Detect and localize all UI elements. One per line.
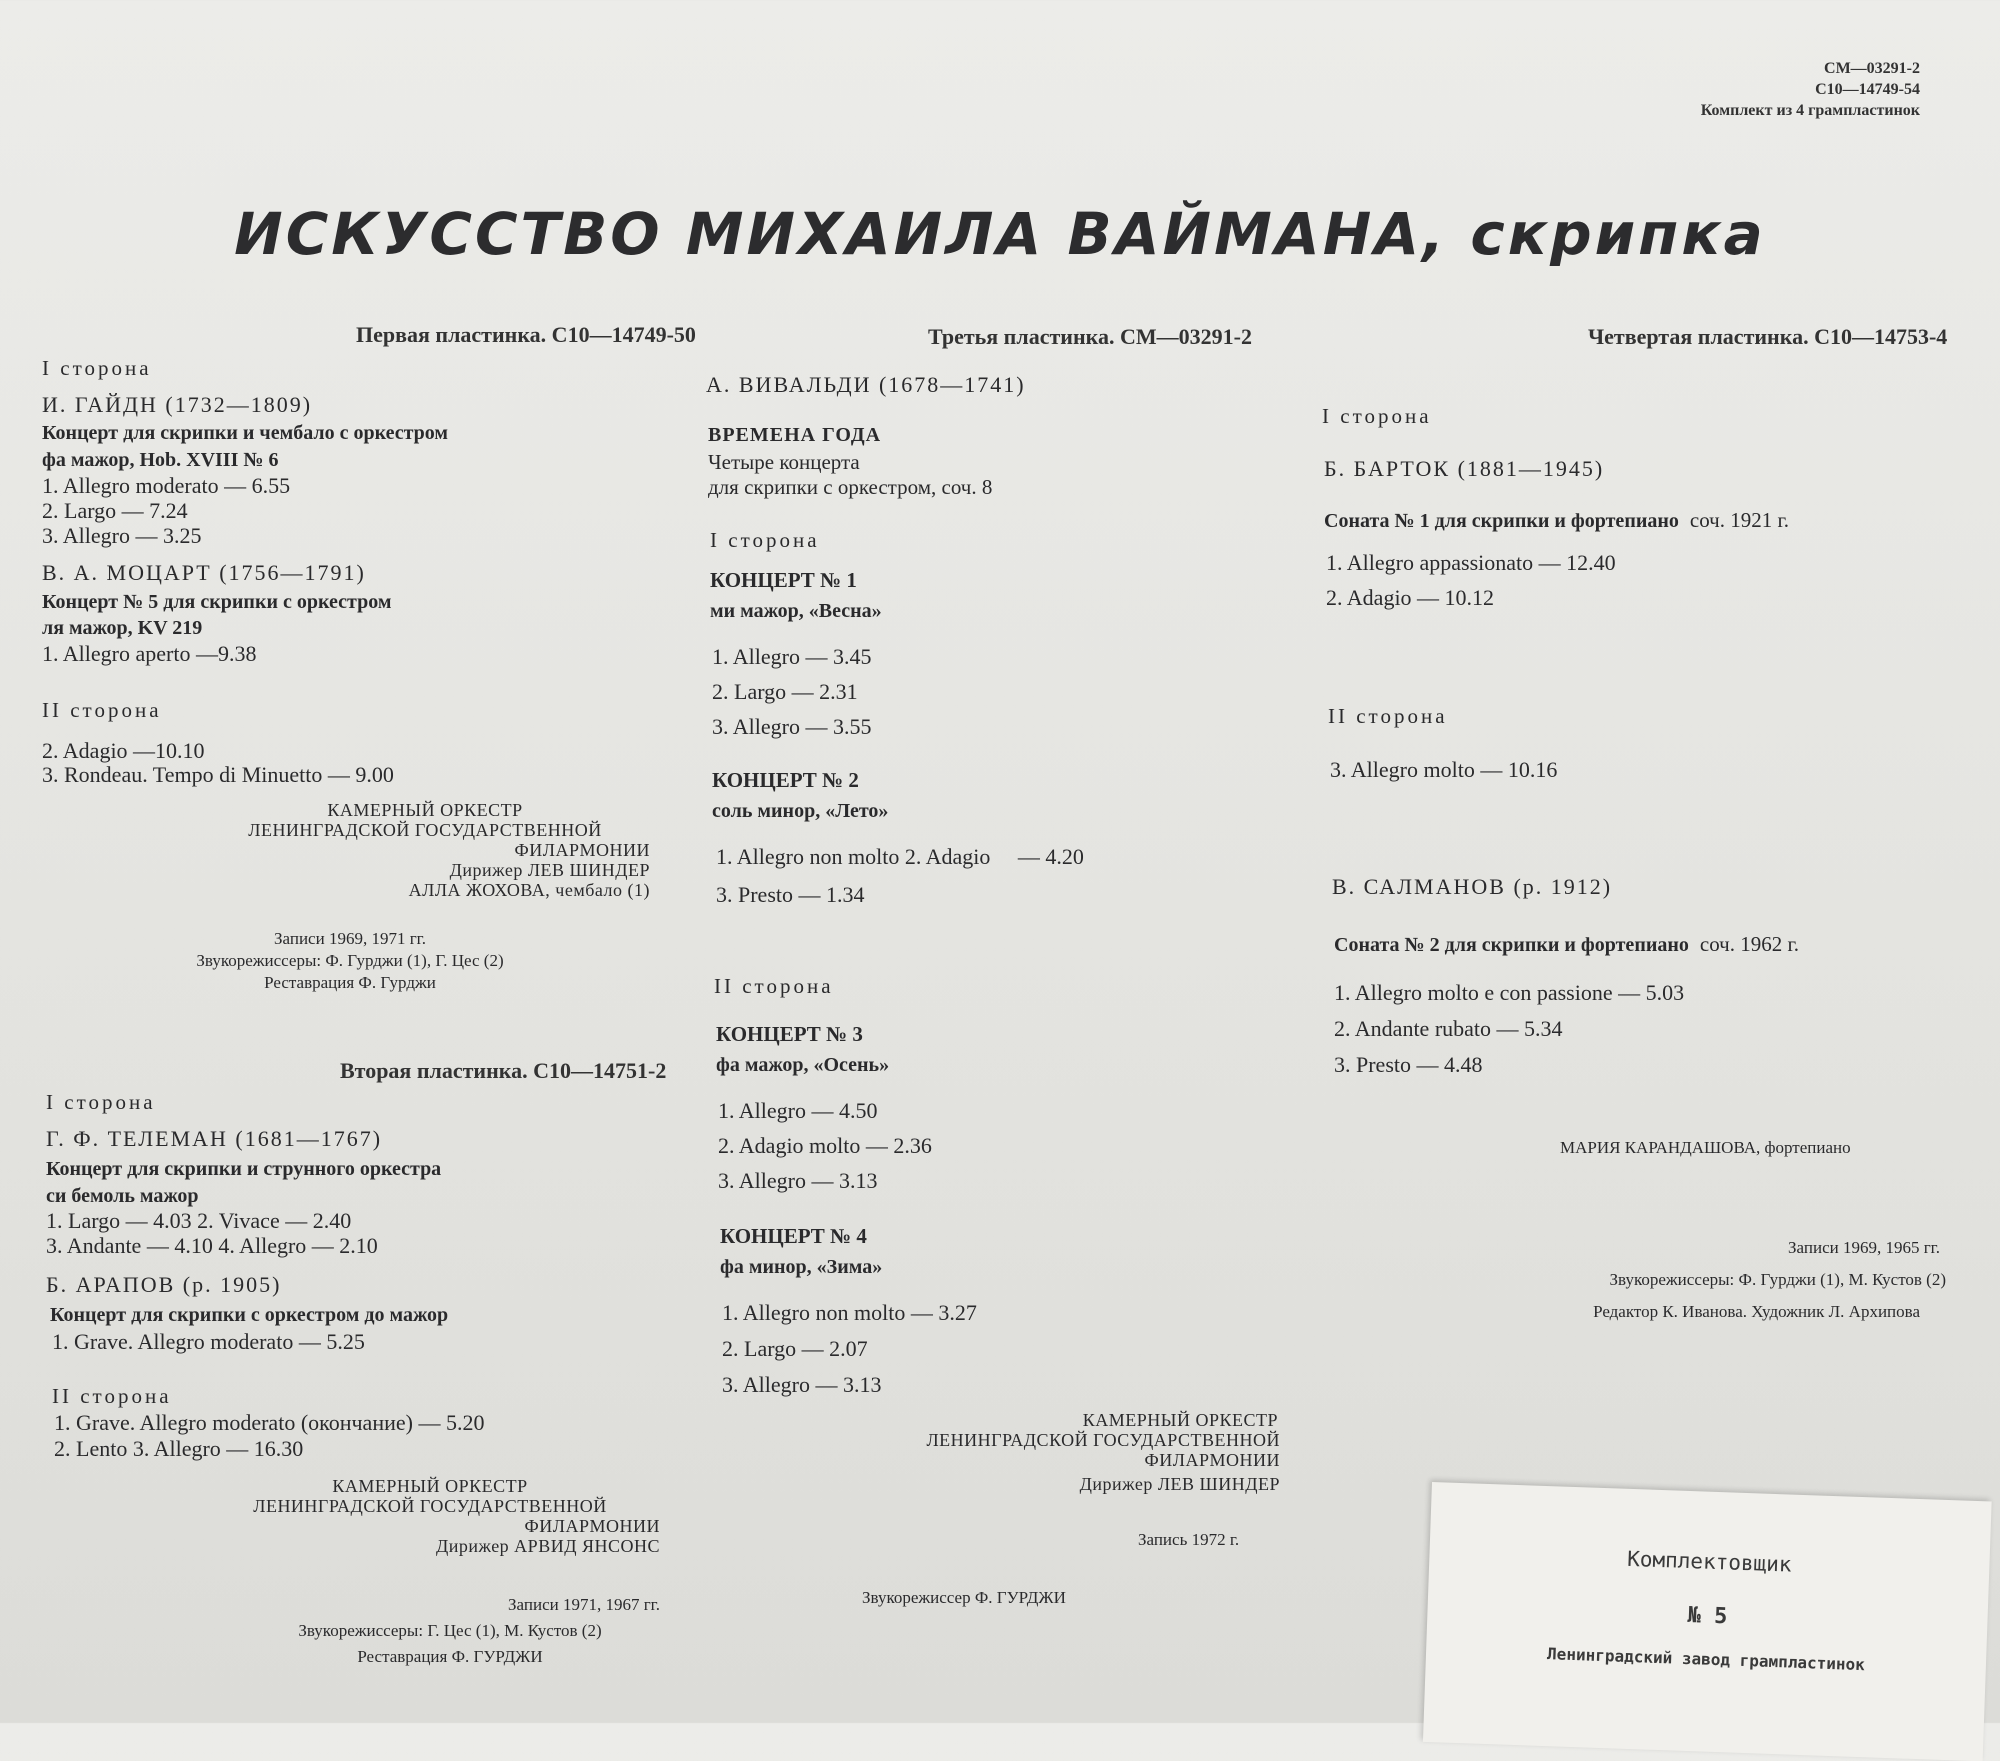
plate-1-movement: 2. Adagio —10.10 [42,738,205,763]
plate-3-concerto-2-key: соль минор, «Лето» [712,800,889,822]
plate-2-movement: 3. Andante — 4.10 4. Allegro — 2.10 [46,1233,378,1258]
plate-3-movement: 2. Adagio molto — 2.36 [718,1133,932,1158]
credit-line: Записи 1969, 1971 гг. [274,929,426,948]
plate-3-movement: 2. Largo — 2.31 [712,679,858,704]
plate-1-work-1-line-2: фа мажор, Hob. XVIII № 6 [42,449,279,471]
plate-1-work-1-line-1: Концерт для скрипки и чембало с оркестром [42,422,449,444]
plate-2-work-1-line-1: Концерт для скрипки и струнного оркестра [46,1158,442,1180]
plate-3-header: Третья пластинка. СМ—03291-2 [928,324,1252,349]
plate-4-movement: 2. Adagio — 10.12 [1326,585,1495,610]
plate-4-work-2-opus: соч. 1962 г. [1699,932,1799,956]
plate-1-composer-2: В. А. МОЦАРТ (1756—1791) [42,560,366,585]
credit-line: Записи 1969, 1965 гг. [1788,1238,1940,1257]
plate-4-work-1-title: Соната № 1 для скрипки и фортепиано [1324,510,1679,532]
credit-line: Записи 1971, 1967 гг. [508,1595,660,1614]
credit-line: Звукорежиссеры: Г. Цес (1), М. Кустов (2) [298,1621,602,1640]
catalog-code-2: С10—14749-54 [1815,81,1920,98]
plate-2-movement: 1. Grave. Allegro moderato (окончание) — 5.20 [54,1410,485,1435]
plate-2-performers [200,1476,660,1556]
plate-3-concerto-4: КОНЦЕРТ № 4 [720,1224,867,1248]
plate-3-sound-engineer: Звукорежиссер Ф. ГУРДЖИ [862,1588,1066,1607]
plate-3-movement: 1. Allegro non molto — 3.27 [722,1300,977,1325]
plate-2-composer-1: Г. Ф. ТЕЛЕМАН (1681—1767) [46,1126,383,1151]
plate-4-movement: 3. Presto — 4.48 [1334,1052,1483,1077]
plate-3-concerto-3: КОНЦЕРТ № 3 [716,1022,863,1046]
plate-3-movement: 1. Allegro — 4.50 [718,1098,878,1123]
plate-1-credits [100,928,600,994]
plate-2-movement: 1. Largo — 4.03 2. Vivace — 2.40 [46,1208,352,1233]
plate-1-performers [200,800,650,900]
plate-3-movement: 3. Allegro — 3.13 [722,1372,882,1397]
packer-slip-title: Комплектовщик [1626,1546,1792,1577]
plate-3-movement: 3. Presto — 1.34 [716,882,865,907]
plate-4-work-1-opus: соч. 1921 г. [1689,508,1789,532]
plate-1-movement: 3. Allegro — 3.25 [42,523,202,548]
plate-1-movement: 1. Allegro moderato — 6.55 [42,473,291,498]
plate-1-side-2: II сторона [42,698,162,722]
plate-4-movement: 2. Andante rubato — 5.34 [1334,1016,1563,1041]
plate-4-pianist: МАРИЯ КАРАНДАШОВА, фортепиано [1560,1138,1851,1157]
plate-4-work-2-title: Соната № 2 для скрипки и фортепиано [1334,934,1689,956]
credit-line: Реставрация Ф. Гурджи [264,973,436,992]
plate-3-movement: 2. Largo — 2.07 [722,1336,868,1361]
performer-line: ЛЕНИНГРАДСКОЙ ГОСУДАРСТВЕННОЙ [926,1430,1280,1450]
plate-3-concerto-4-key: фа минор, «Зима» [720,1256,883,1278]
plate-4-movement: 1. Allegro molto e con passione — 5.03 [1334,980,1685,1005]
performer-line: ЛЕНИНГРАДСКОЙ ГОСУДАРСТВЕННОЙ [248,820,602,840]
performer-line: Дирижер ЛЕВ ШИНДЕР [449,860,650,880]
plate-2-side-1: I сторона [46,1090,156,1114]
plate-3-side-1: I сторона [710,528,820,552]
plate-4-composer-1: Б. БАРТОК (1881—1945) [1324,456,1605,481]
plate-4-side-1: I сторона [1322,404,1432,428]
plate-2-composer-2: Б. АРАПОВ (р. 1905) [46,1272,282,1297]
plate-3-work-subtitle-1: Четыре концерта [708,450,860,474]
catalog-code-1: СМ—03291-2 [1824,60,1920,77]
plate-1-side-1: I сторона [42,356,152,380]
plate-2-header: Вторая пластинка. С10—14751-2 [340,1058,667,1083]
plate-4-movement: 3. Allegro molto — 10.16 [1330,757,1558,782]
plate-1-movement: 2. Largo — 7.24 [42,498,188,523]
plate-2-work-1-line-2: си бемоль мажор [46,1185,199,1207]
plate-4-composer-2: В. САЛМАНОВ (р. 1912) [1332,874,1613,899]
packer-slip-factory: Ленинградский завод грампластинок [1546,1644,1866,1675]
plate-4-credits [1460,1232,1946,1328]
performer-line: КАМЕРНЫЙ ОРКЕСТР [327,800,523,820]
packer-slip [1423,1482,1992,1761]
performer-line: КАМЕРНЫЙ ОРКЕСТР [1082,1410,1278,1430]
plate-4-work-2 [1334,932,1799,957]
plate-4-header: Четвертая пластинка. С10—14753-4 [1588,324,1948,349]
plate-3-recording-year: Запись 1972 г. [1138,1530,1240,1549]
performer-line: ФИЛАРМОНИИ [1144,1450,1280,1470]
plate-4-side-2: II сторона [1328,704,1448,728]
plate-1-work-2-line-2: ля мажор, KV 219 [42,617,203,639]
plate-2-movement: 1. Grave. Allegro moderato — 5.25 [52,1329,365,1354]
album-title: ИСКУССТВО МИХАИЛА ВАЙМАНА, скрипка [234,200,1766,268]
performer-line: Дирижер ЛЕВ ШИНДЕР [1079,1474,1280,1494]
plate-3-movement: 1. Allegro — 3.45 [712,644,872,669]
plate-3-movement: 3. Allegro — 3.55 [712,714,872,739]
credit-line: Звукорежиссеры: Ф. Гурджи (1), М. Кустов (2) [1609,1270,1946,1289]
plate-2-work-2: Концерт для скрипки с оркестром до мажор [50,1304,449,1326]
plate-2-credits [200,1592,700,1670]
plate-1-header: Первая пластинка. С10—14749-50 [356,322,696,347]
performer-line: ФИЛАРМОНИИ [524,1516,660,1536]
performer-line: ФИЛАРМОНИИ [514,840,650,860]
packer-slip-number: № 5 [1687,1603,1728,1630]
performer-line: АЛЛА ЖОХОВА, чембало (1) [408,880,650,900]
plate-3-work-subtitle-2: для скрипки с оркестром, соч. 8 [708,475,993,499]
credit-line: Реставрация Ф. ГУРДЖИ [357,1647,543,1666]
plate-3-performers [820,1410,1280,1494]
plate-3-side-2: II сторона [714,974,834,998]
performer-line: КАМЕРНЫЙ ОРКЕСТР [332,1476,528,1496]
plate-3-composer: А. ВИВАЛЬДИ (1678—1741) [706,372,1026,397]
plate-1-movement: 1. Allegro aperto —9.38 [42,641,257,666]
credit-line: Редактор К. Иванова. Художник Л. Архипова [1593,1302,1920,1321]
credit-line: Звукорежиссеры: Ф. Гурджи (1), Г. Цес (2) [196,951,504,970]
plate-3-concerto-2: КОНЦЕРТ № 2 [712,768,859,792]
performer-line: ЛЕНИНГРАДСКОЙ ГОСУДАРСТВЕННОЙ [253,1496,607,1516]
plate-4-work-1 [1324,508,1789,533]
performer-line: Дирижер АРВИД ЯНСОНС [435,1536,660,1556]
plate-3-movement: 1. Allegro non molto 2. Adagio — 4.20 [716,844,1084,869]
plate-4-movement: 1. Allegro appassionato — 12.40 [1326,550,1616,575]
plate-3-movement: 3. Allegro — 3.13 [718,1168,878,1193]
plate-2-movement: 2. Lento 3. Allegro — 16.30 [54,1436,304,1461]
catalog-codes [1701,58,1920,121]
plate-3-work-title: ВРЕМЕНА ГОДА [708,424,882,446]
plate-1-composer-1: И. ГАЙДН (1732—1809) [42,392,313,417]
set-description: Комплект из 4 грампластинок [1700,102,1920,119]
plate-3-concerto-1: КОНЦЕРТ № 1 [710,568,857,592]
plate-1-movement: 3. Rondeau. Tempo di Minuetto — 9.00 [42,762,394,787]
plate-2-side-2: II сторона [52,1384,172,1408]
plate-1-work-2-line-1: Концерт № 5 для скрипки с оркестром [42,591,392,613]
plate-3-concerto-3-key: фа мажор, «Осень» [716,1054,890,1076]
plate-3-concerto-1-key: ми мажор, «Весна» [710,600,882,622]
